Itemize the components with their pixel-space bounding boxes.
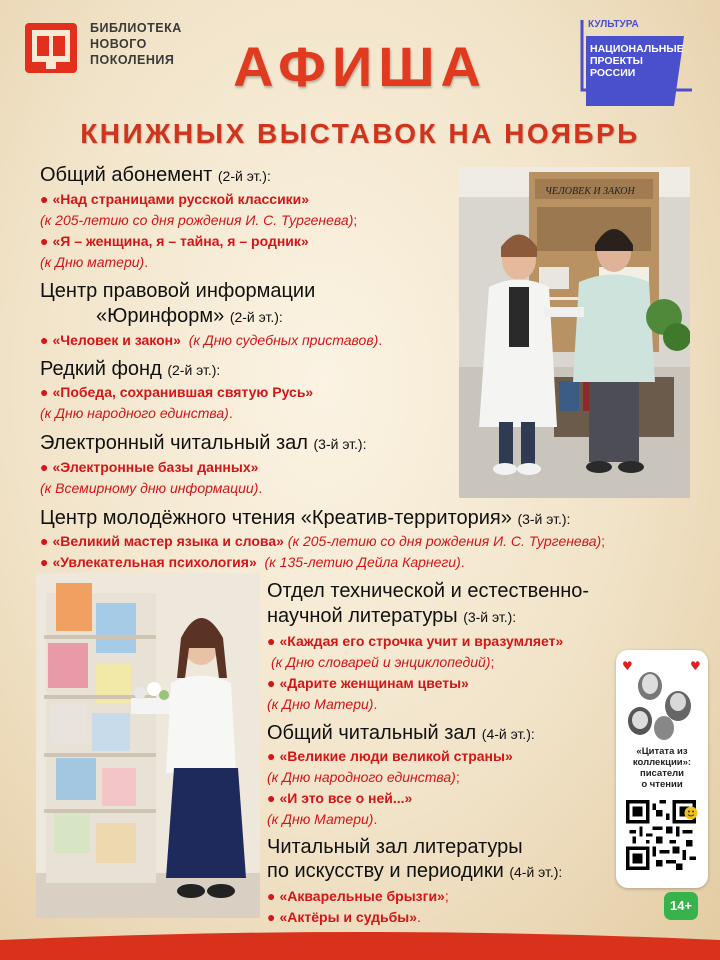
list-item: ● «Актёры и судьбы». (267, 909, 421, 925)
list-item: ● «Победа, сохранившая святую Русь» (40, 384, 314, 400)
list-item: ● «Электронные базы данных» (40, 459, 259, 475)
exhibition-photo-law (459, 167, 690, 498)
list-item: ● «Великий мастер языка и слова» (к 205-летию со дня рождения И. С. Тургенева); (40, 533, 606, 549)
section-youth-center: Центр молодёжного чтения «Креатив-территория» (3-й эт.): (40, 507, 571, 529)
list-item-note: (к Дню матери). (40, 254, 149, 270)
page-title: АФИША (233, 35, 487, 98)
svg-text:НАЦИОНАЛЬНЫЕ: НАЦИОНАЛЬНЫЕ (590, 43, 684, 55)
list-item: ● «Дарите женщинам цветы» (267, 675, 469, 691)
section-technical-lit-2: научной литературы (3-й эт.): (267, 605, 517, 627)
list-item: ● «Каждая его строчка учит и вразумляет» (267, 633, 564, 649)
svg-text:РОССИИ: РОССИИ (590, 67, 636, 79)
qr-caption: «Цитата из коллекции»: писатели о чтении (632, 746, 692, 790)
list-item: ● «Увлекательная психология» (к 135-летию Дейла Карнеги). (40, 554, 465, 570)
list-item: ● «Я – женщина, я – тайна, я – родник» (40, 233, 309, 249)
list-item: ● «Великие люди великой страны» (267, 748, 513, 764)
svg-text:ЧЕЛОВЕК И ЗАКОН: ЧЕЛОВЕК И ЗАКОН (545, 186, 635, 197)
list-item: ● «Над страницами русской классики» (40, 191, 310, 207)
list-item-note: (к Дню народного единства). (40, 405, 233, 421)
list-item: ● «И это все о ней...» (267, 790, 413, 806)
library-logo-text: БИБЛИОТЕКА НОВОГО ПОКОЛЕНИЯ (90, 21, 182, 67)
list-item-note: (к Дню словарей и энциклопедий); (271, 654, 495, 670)
list-item-note: (к Дню народного единства); (267, 769, 460, 785)
svg-text:♥: ♥ (622, 659, 633, 673)
svg-text:♥: ♥ (690, 659, 701, 673)
list-item: ● «Человек и закон» (к Дню судебных приставов). (40, 332, 383, 348)
national-projects-logo (572, 14, 698, 109)
section-general-loan: Общий абонемент (2-й эт.): (40, 164, 271, 186)
list-item: ● «Акварельные брызги»; (267, 888, 449, 904)
svg-text:ПРОЕКТЫ: ПРОЕКТЫ (590, 55, 643, 67)
exhibition-photo-flowers (36, 573, 260, 918)
smiley-icon (684, 806, 698, 820)
section-technical-lit: Отдел технической и естественно- (267, 580, 590, 602)
section-electronic-hall: Электронный читальный зал (3-й эт.): (40, 432, 367, 454)
section-general-reading-hall: Общий читальный зал (4-й эт.): (267, 722, 535, 744)
svg-text:КУЛЬТУРА: КУЛЬТУРА (588, 19, 639, 30)
list-item-note: (к Дню Матери). (267, 696, 378, 712)
section-rare-fund: Редкий фонд (2-й эт.): (40, 358, 221, 380)
section-art-reading-hall: Читальный зал литературы (267, 836, 523, 858)
list-item-note: (к 205-летию со дня рождения И. С. Тургенева); (40, 212, 358, 228)
list-item-note: (к Дню Матери). (267, 811, 378, 827)
writers-portraits-icon (620, 656, 704, 746)
section-legal-center-name: «Юринформ» (2-й эт.): (96, 305, 283, 327)
age-rating-badge: 14+ (664, 892, 698, 920)
section-art-reading-hall-2: по искусству и периодики (4-й эт.): (267, 860, 563, 882)
section-legal-center: Центр правовой информации (40, 280, 316, 302)
bottom-decor-band (0, 930, 720, 960)
list-item-note: (к Всемирному дню информации). (40, 480, 263, 496)
page-subtitle: КНИЖНЫХ ВЫСТАВОК НА НОЯБРЬ (80, 118, 640, 149)
